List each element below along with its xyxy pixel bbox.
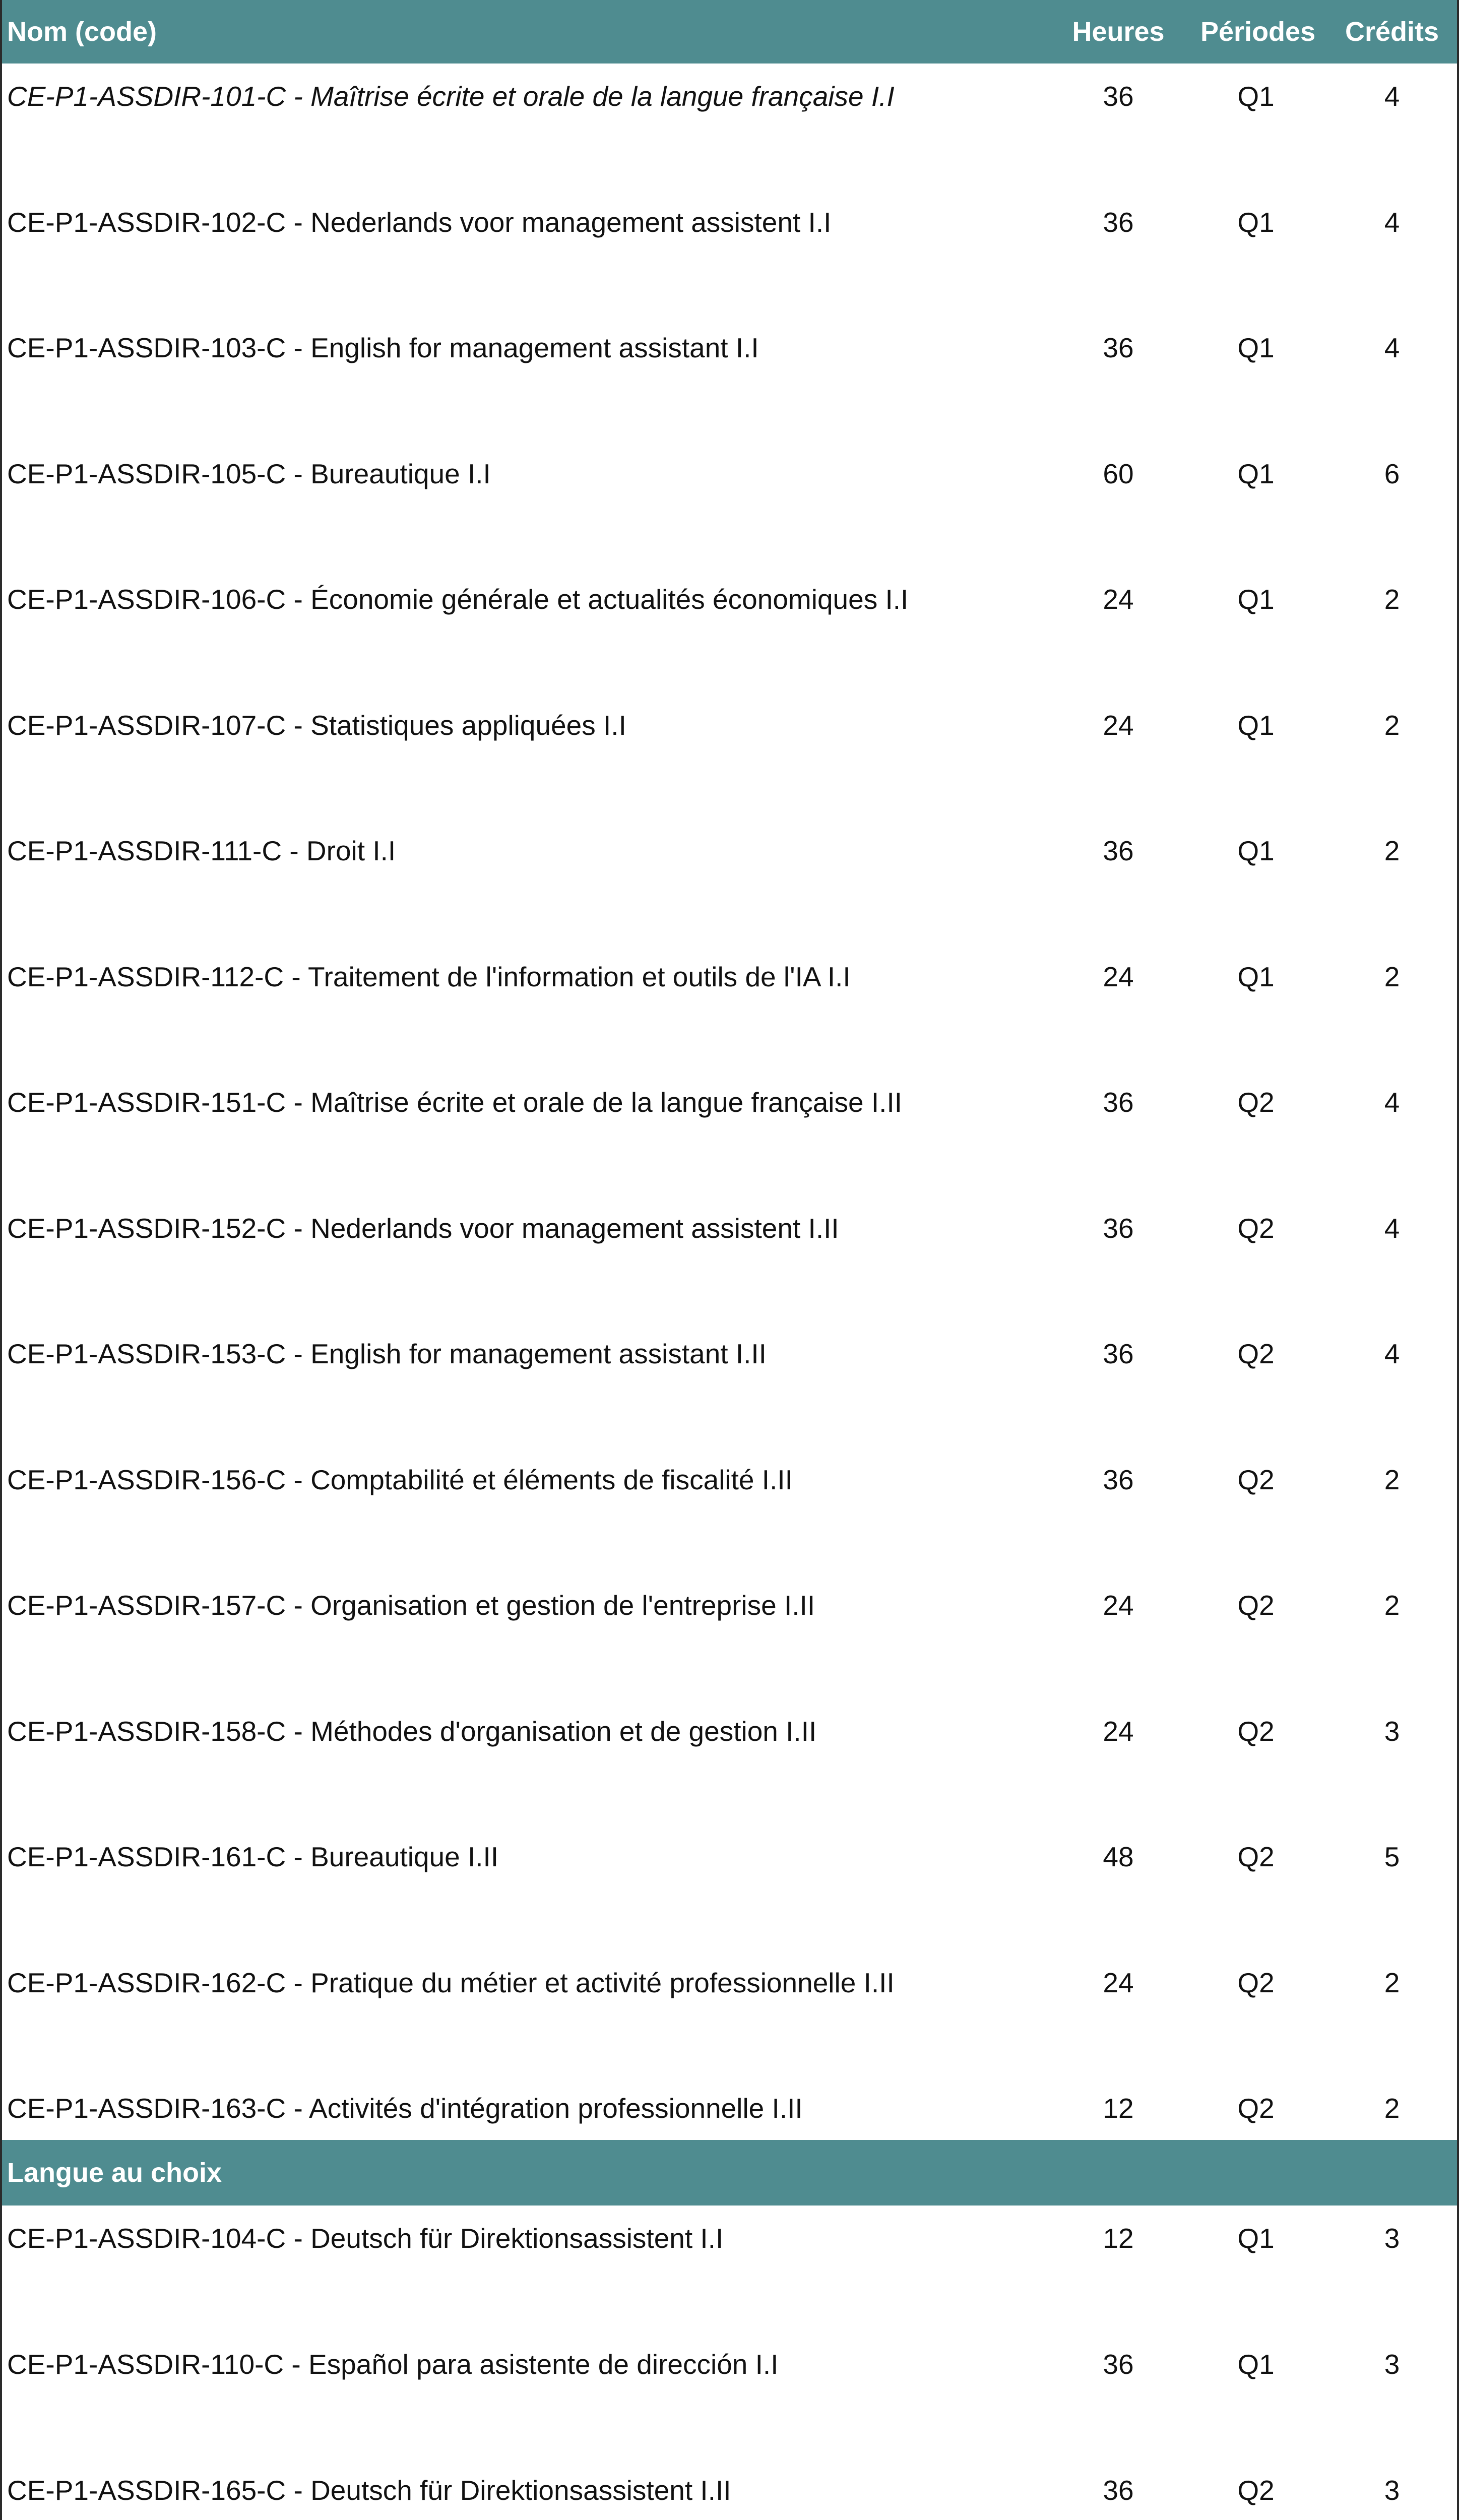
- course-credits: 4: [1384, 206, 1400, 238]
- header-name: Nom (code): [7, 17, 157, 47]
- course-name: CE-P1-ASSDIR-105-C - Bureautique I.I: [7, 458, 491, 489]
- course-credits: 6: [1384, 458, 1400, 489]
- course-hours: 48: [1103, 1841, 1134, 1872]
- course-name: CE-P1-ASSDIR-104-C - Deutsch für Direktionsassistent I.I: [7, 2223, 724, 2254]
- course-name: CE-P1-ASSDIR-163-C - Activités d'intégration professionnelle I.II: [7, 2093, 803, 2124]
- course-hours: 24: [1103, 584, 1134, 615]
- course-name: CE-P1-ASSDIR-106-C - Économie générale et actualités économiques I.I: [7, 584, 909, 615]
- course-hours: 36: [1103, 1338, 1134, 1369]
- course-name: CE-P1-ASSDIR-102-C - Nederlands voor management assistent I.I: [7, 206, 832, 238]
- course-credits: 4: [1384, 1338, 1400, 1369]
- table-header: [2, 0, 1457, 64]
- course-period: Q2: [1237, 1338, 1275, 1369]
- course-credits: 2: [1384, 1590, 1400, 1621]
- course-period: Q1: [1237, 584, 1275, 615]
- table-row: [2, 1321, 1457, 1447]
- table-row: [2, 1572, 1457, 1698]
- course-name: CE-P1-ASSDIR-158-C - Méthodes d'organisation et de gestion I.II: [7, 1715, 817, 1747]
- course-name: CE-P1-ASSDIR-161-C - Bureautique I.II: [7, 1841, 499, 1872]
- header-credits: Crédits: [1345, 17, 1439, 47]
- course-hours: 36: [1103, 2349, 1134, 2380]
- course-period: Q2: [1237, 1212, 1275, 1244]
- course-credits: 3: [1384, 1715, 1400, 1747]
- course-hours: 36: [1103, 81, 1134, 112]
- course-name: CE-P1-ASSDIR-165-C - Deutsch für Direktionsassistent I.II: [7, 2475, 731, 2506]
- course-name: CE-P1-ASSDIR-153-C - English for management assistant I.II: [7, 1338, 767, 1369]
- table-row: [2, 1950, 1457, 2076]
- course-name: CE-P1-ASSDIR-151-C - Maîtrise écrite et orale de la langue française I.II: [7, 1087, 903, 1118]
- section-label: Langue au choix: [7, 2158, 222, 2188]
- course-credits: 4: [1384, 81, 1400, 112]
- course-name: CE-P1-ASSDIR-112-C - Traitement de l'information et outils de l'IA I.I: [7, 961, 851, 992]
- table-row: [2, 2332, 1457, 2458]
- course-credits: 3: [1384, 2475, 1400, 2506]
- course-credits: 3: [1384, 2223, 1400, 2254]
- course-hours: 24: [1103, 1590, 1134, 1621]
- course-period: Q1: [1237, 2349, 1275, 2380]
- table-row: [2, 944, 1457, 1070]
- course-credits: 4: [1384, 1087, 1400, 1118]
- course-hours: 24: [1103, 1715, 1134, 1747]
- table-row: [2, 2206, 1457, 2332]
- table-row: [2, 2458, 1457, 2520]
- course-hours: 36: [1103, 2475, 1134, 2506]
- course-name: CE-P1-ASSDIR-156-C - Comptabilité et éléments de fiscalité I.II: [7, 1464, 793, 1495]
- table-row: [2, 1824, 1457, 1950]
- course-credits: 2: [1384, 1967, 1400, 1998]
- course-period: Q1: [1237, 961, 1275, 992]
- header-hours: Heures: [1072, 17, 1165, 47]
- course-period: Q2: [1237, 1087, 1275, 1118]
- course-name: CE-P1-ASSDIR-110-C - Español para asistente de dirección I.I: [7, 2349, 779, 2380]
- course-hours: 24: [1103, 961, 1134, 992]
- table-row: [2, 1195, 1457, 1321]
- course-period: Q2: [1237, 2475, 1275, 2506]
- course-credits: 2: [1384, 709, 1400, 741]
- course-name: CE-P1-ASSDIR-107-C - Statistiques appliquées I.I: [7, 709, 626, 741]
- table-row: [2, 190, 1457, 316]
- course-period: Q1: [1237, 332, 1275, 363]
- table-row: [2, 441, 1457, 567]
- course-hours: 36: [1103, 1464, 1134, 1495]
- course-period: Q2: [1237, 1715, 1275, 1747]
- table-row: [2, 1447, 1457, 1573]
- course-period: Q1: [1237, 206, 1275, 238]
- table-row: [2, 1698, 1457, 1824]
- course-period: Q2: [1237, 1590, 1275, 1621]
- course-credits: 4: [1384, 332, 1400, 363]
- course-period: Q1: [1237, 458, 1275, 489]
- course-hours: 36: [1103, 206, 1134, 238]
- course-hours: 36: [1103, 1087, 1134, 1118]
- course-credits: 3: [1384, 2349, 1400, 2380]
- course-name: CE-P1-ASSDIR-162-C - Pratique du métier et activité professionnelle I.II: [7, 1967, 895, 1998]
- course-hours: 12: [1103, 2223, 1134, 2254]
- course-period: Q2: [1237, 1841, 1275, 1872]
- course-period: Q2: [1237, 1967, 1275, 1998]
- table-row: [2, 315, 1457, 441]
- course-period: Q2: [1237, 1464, 1275, 1495]
- course-hours: 60: [1103, 458, 1134, 489]
- table-row: [2, 64, 1457, 190]
- course-name: CE-P1-ASSDIR-111-C - Droit I.I: [7, 835, 396, 866]
- course-period: Q1: [1237, 709, 1275, 741]
- course-hours: 36: [1103, 835, 1134, 866]
- course-credits: 2: [1384, 835, 1400, 866]
- table-row: [2, 1069, 1457, 1195]
- course-hours: 24: [1103, 1967, 1134, 1998]
- table-row: [2, 2075, 1457, 2140]
- table-row: [2, 566, 1457, 692]
- course-name: CE-P1-ASSDIR-152-C - Nederlands voor management assistent I.II: [7, 1212, 839, 1244]
- course-credits: 5: [1384, 1841, 1400, 1872]
- course-period: Q2: [1237, 2093, 1275, 2124]
- course-credits: 4: [1384, 1212, 1400, 1244]
- course-credits: 2: [1384, 961, 1400, 992]
- course-hours: 24: [1103, 709, 1134, 741]
- course-credits: 2: [1384, 584, 1400, 615]
- section-header-language-choice: [2, 2140, 1457, 2206]
- course-hours: 36: [1103, 1212, 1134, 1244]
- course-hours: 36: [1103, 332, 1134, 363]
- course-hours: 12: [1103, 2093, 1134, 2124]
- table-row: [2, 818, 1457, 944]
- course-period: Q1: [1237, 81, 1275, 112]
- course-name: CE-P1-ASSDIR-101-C - Maîtrise écrite et orale de la langue française I.I: [7, 81, 895, 112]
- course-period: Q1: [1237, 835, 1275, 866]
- course-period: Q1: [1237, 2223, 1275, 2254]
- course-credits: 2: [1384, 2093, 1400, 2124]
- header-period: Périodes: [1200, 17, 1316, 47]
- course-name: CE-P1-ASSDIR-103-C - English for management assistant I.I: [7, 332, 759, 363]
- course-name: CE-P1-ASSDIR-157-C - Organisation et gestion de l'entreprise I.II: [7, 1590, 815, 1621]
- course-credits: 2: [1384, 1464, 1400, 1495]
- table-row: [2, 692, 1457, 818]
